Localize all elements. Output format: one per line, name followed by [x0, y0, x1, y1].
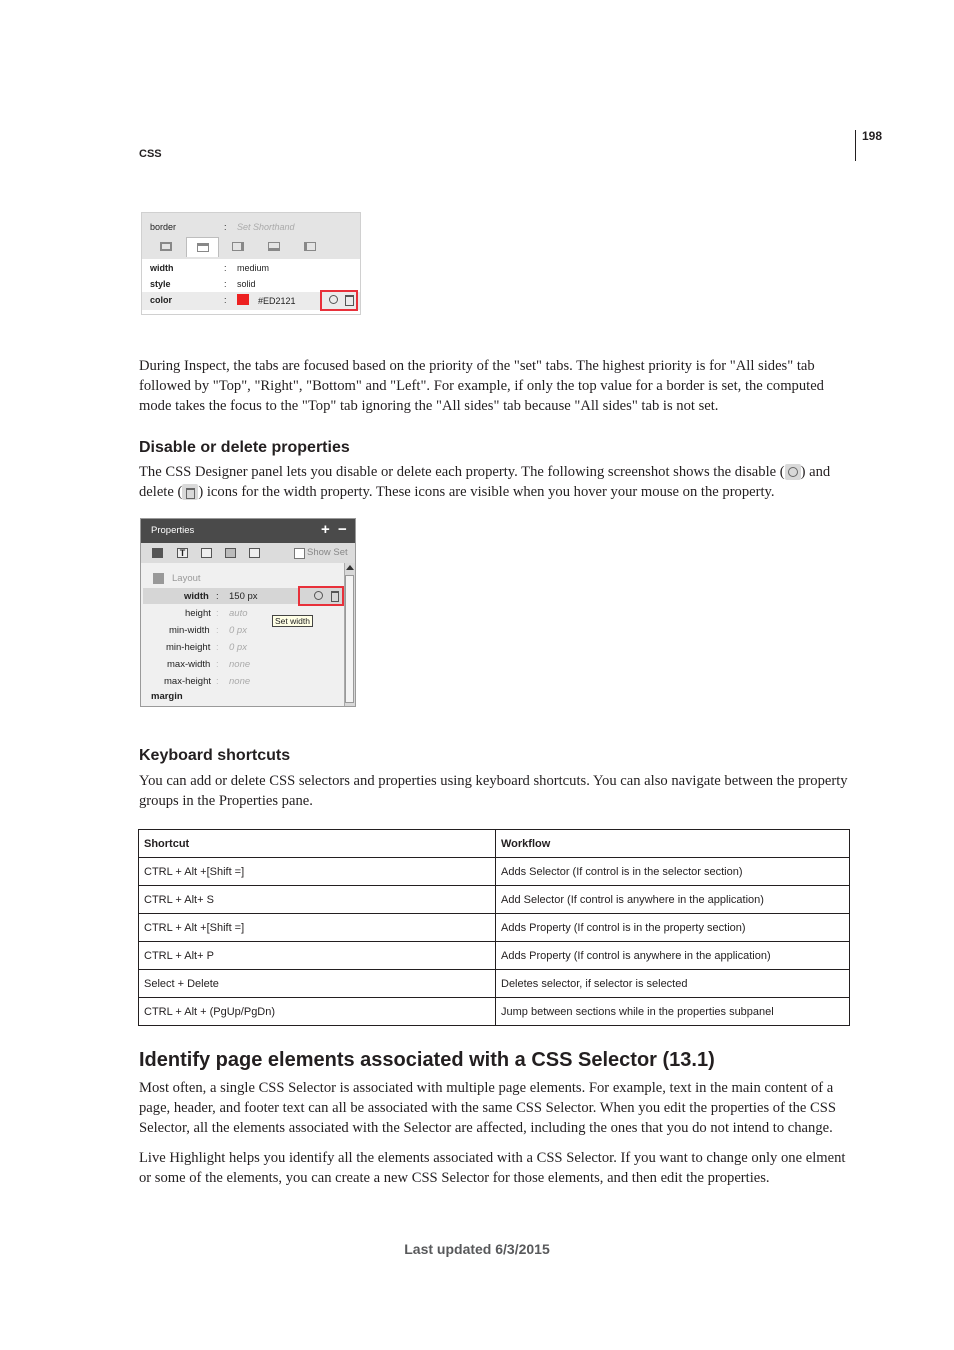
prop-value-max-width[interactable]: none	[229, 659, 251, 670]
border-all-icon	[160, 242, 172, 251]
colon: :	[216, 676, 219, 687]
shortcut-cell: CTRL + Alt + (PgUp/PgDn)	[139, 998, 496, 1026]
layout-icon[interactable]	[152, 548, 163, 558]
remove-property-button[interactable]: −	[338, 521, 347, 538]
prop-value-style[interactable]: solid	[237, 279, 256, 289]
disable-icon	[785, 464, 801, 480]
colon: :	[216, 625, 219, 636]
show-set-label: Show Set	[307, 547, 348, 558]
running-head: CSS	[139, 148, 162, 160]
heading-identify-elements: Identify page elements associated with a CSS Selector (13.1)	[139, 1049, 715, 1071]
scroll-up-arrow[interactable]	[346, 565, 354, 570]
border-properties-screenshot	[141, 212, 361, 315]
keyboard-paragraph: You can add or delete CSS selectors and properties using keyboard shortcuts. You can also navigate between the property groups in the Properties pane.	[139, 773, 848, 809]
inspect-paragraph: During Inspect, the tabs are focused based on the priority of the "set" tabs. The highest priority is for "All sides" tab followed by "Top", "Right", "Bottom" and "Left". For example, if only the top value for a border is set, the computed mode takes the focus to the "Top" tab ignoring the "All sides" tab because "All sides" tab is not set.	[139, 358, 824, 414]
prop-name-max-width: max-width	[167, 659, 211, 670]
tab-bottom[interactable]	[258, 237, 291, 257]
properties-panel-screenshot	[140, 518, 356, 707]
layout-icon	[153, 573, 164, 584]
workflow-cell: Adds Selector (If control is in the selector section)	[496, 858, 850, 886]
delete-icon[interactable]	[331, 591, 339, 602]
table-row	[139, 970, 850, 998]
margin-label: margin	[151, 691, 183, 702]
border-top-icon	[197, 243, 209, 252]
table-row	[139, 886, 850, 914]
header-rule	[855, 130, 856, 161]
color-swatch[interactable]	[237, 294, 249, 305]
prop-name-width: width	[150, 263, 174, 273]
panel-header	[141, 519, 355, 543]
prop-name-color: color	[150, 295, 173, 305]
footer-last-updated: Last updated 6/3/2015	[404, 1241, 550, 1257]
text: ) icons for the width property. These icons are visible when you hover your mouse on the property.	[198, 484, 775, 500]
category-toolbar	[141, 543, 355, 563]
prop-name-min-height: min-height	[166, 642, 211, 653]
workflow-cell: Jump between sections while in the properties subpanel	[496, 998, 850, 1026]
border-bottom-icon	[268, 242, 280, 251]
table-row	[139, 858, 850, 886]
text-icon[interactable]: T	[177, 548, 188, 558]
prop-name-min-width: min-width	[169, 625, 210, 636]
table-row	[139, 942, 850, 970]
more-icon[interactable]	[249, 548, 260, 558]
table-header-row	[139, 830, 850, 858]
shorthand-input[interactable]: Set Shorthand	[237, 222, 295, 232]
disable-icon[interactable]	[314, 591, 323, 600]
border-label: border	[150, 222, 177, 232]
delete-icon	[182, 484, 198, 500]
delete-icon[interactable]	[345, 295, 354, 306]
identify-paragraph-2: Live Highlight helps you identify all the elements associated with a CSS Selector. If you want to change only one elment or some of the elements, you can create a new CSS Selector for those elements, and then edit the properties.	[139, 1150, 846, 1186]
border-left-icon	[304, 242, 316, 251]
scrollbar[interactable]	[344, 563, 355, 706]
shortcut-cell: CTRL + Alt+ S	[139, 886, 496, 914]
text: The CSS Designer panel lets you disable or delete each property. The following screenshot shows the disable (	[139, 464, 785, 480]
disable-icon[interactable]	[329, 295, 338, 304]
page-number: 198	[862, 129, 883, 143]
prop-value-color[interactable]: #ED2121	[258, 296, 296, 306]
colon: :	[216, 642, 219, 653]
text: ) and delete (	[139, 464, 831, 500]
tab-all-sides[interactable]	[150, 237, 183, 257]
panel-title: Properties	[151, 525, 195, 536]
colon: :	[224, 295, 227, 305]
colon: :	[216, 659, 219, 670]
identify-paragraph-1: Most often, a single CSS Selector is associated with multiple page elements. For example, text in the main content of a page, header, and footer text can all be associated with the same CSS Selector. When you edit the properties of the CSS Selector, all the elements associated with the Selector are affected, including the ones that you do not intend to change.	[139, 1080, 837, 1136]
shortcut-cell: CTRL + Alt +[Shift =]	[139, 858, 496, 886]
workflow-cell: Adds Property (If control is anywhere in the application)	[496, 942, 850, 970]
colon: :	[216, 591, 219, 602]
prop-name-max-height: max-height	[164, 676, 211, 687]
show-set-checkbox[interactable]	[294, 548, 305, 559]
shortcut-table	[138, 829, 850, 1026]
tab-top[interactable]	[186, 237, 219, 257]
table-row	[139, 998, 850, 1026]
colon: :	[224, 263, 227, 273]
heading-disable-delete: Disable or delete properties	[139, 439, 350, 456]
tab-right[interactable]	[222, 237, 255, 257]
workflow-cell: Deletes selector, if selector is selected	[496, 970, 850, 998]
heading-keyboard-shortcuts: Keyboard shortcuts	[139, 747, 291, 764]
prop-name-height: height	[185, 608, 211, 619]
add-property-button[interactable]: +	[321, 521, 330, 538]
prop-value-width[interactable]: medium	[237, 263, 270, 273]
prop-value-min-height[interactable]: 0 px	[229, 642, 247, 653]
prop-name-width: width	[184, 591, 209, 602]
colon: :	[224, 279, 227, 289]
shortcut-cell: CTRL + Alt +[Shift =]	[139, 914, 496, 942]
header-shortcut: Shortcut	[139, 830, 496, 858]
workflow-cell: Add Selector (If control is anywhere in the application)	[496, 886, 850, 914]
prop-value-min-width[interactable]: 0 px	[229, 625, 247, 636]
background-icon[interactable]	[225, 548, 236, 558]
tab-left[interactable]	[294, 237, 327, 257]
workflow-cell: Adds Property (If control is in the property section)	[496, 914, 850, 942]
layout-section-label: Layout	[172, 573, 201, 584]
prop-value-height[interactable]: auto	[229, 608, 248, 619]
prop-name-style: style	[150, 279, 171, 289]
header-workflow: Workflow	[496, 830, 850, 858]
prop-value-max-height[interactable]: none	[229, 676, 251, 687]
colon: :	[216, 608, 219, 619]
border-icon[interactable]	[201, 548, 212, 558]
prop-value-width[interactable]: 150 px	[229, 591, 258, 602]
tooltip: Set width	[272, 615, 313, 627]
border-right-icon	[232, 242, 244, 251]
shortcut-cell: CTRL + Alt+ P	[139, 942, 496, 970]
scroll-thumb[interactable]	[345, 575, 354, 703]
shortcut-cell: Select + Delete	[139, 970, 496, 998]
disable-delete-paragraph	[139, 462, 852, 502]
colon: :	[224, 222, 227, 232]
table-row	[139, 914, 850, 942]
